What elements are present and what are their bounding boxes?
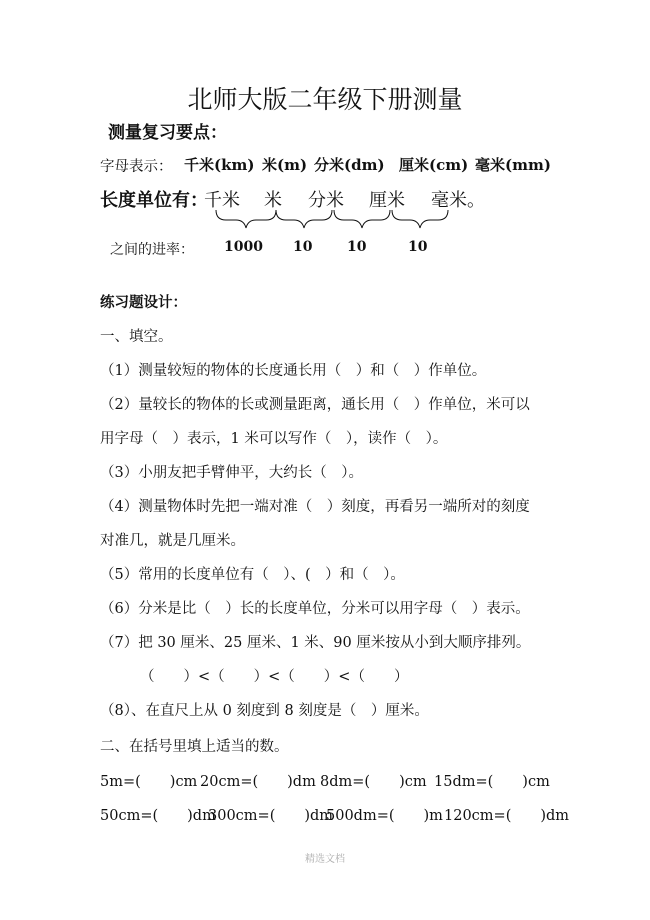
length-unit-cm: 厘米 xyxy=(369,190,405,211)
section1-heading: 一、填空。 xyxy=(100,329,173,345)
conversion-2-2: 300cm=( )dm xyxy=(208,808,334,824)
page-title: 北师大版二年级下册测量 xyxy=(187,85,463,114)
section2-heading: 二、在括号里填上适当的数。 xyxy=(100,739,289,755)
question-7-blanks: （ ）<（ ）<（ ）<（ ） xyxy=(140,669,409,685)
length-unit-m: 米 xyxy=(264,190,282,211)
rate-dm-cm: 10 xyxy=(347,239,367,255)
length-unit-dm: 分米 xyxy=(308,190,344,211)
question-4b: 对准几，就是几厘米。 xyxy=(100,533,245,549)
brace-km-m xyxy=(216,210,276,228)
letter-unit-mm: 毫米(mm) xyxy=(475,156,551,174)
rates-label: 之间的进率： xyxy=(110,242,194,258)
question-3: （3）小朋友把手臂伸平，大约长（ ）。 xyxy=(100,465,363,481)
length-unit-mm: 毫米。 xyxy=(431,190,485,211)
question-2a: （2）量较长的物体的长或测量距离，通长用（ ）作单位，米可以 xyxy=(100,397,530,413)
brace-cm-mm xyxy=(392,210,448,228)
brace-m-dm xyxy=(276,210,332,228)
length-units-label: 长度单位有： xyxy=(100,190,208,211)
conversion-1-4: 15dm=( )cm xyxy=(434,774,550,790)
question-1: （1）测量较短的物体的长度通长用（ ）和（ ）作单位。 xyxy=(100,363,487,379)
exercise-heading: 练习题设计： xyxy=(100,294,187,311)
conversion-1-2: 20cm=( )dm xyxy=(200,774,316,790)
rate-m-dm: 10 xyxy=(293,239,313,255)
length-unit-km: 千米 xyxy=(204,190,240,211)
question-5: （5）常用的长度单位有（ ）、( ）和（ ）。 xyxy=(100,567,405,583)
letters-label: 字母表示： xyxy=(100,159,173,175)
conversion-2-1: 50cm=( )dm xyxy=(100,808,216,824)
question-8: （8）、在直尺上从 0 刻度到 8 刻度是（ ）厘米。 xyxy=(100,703,429,719)
conversion-1-3: 8dm=( )cm xyxy=(320,774,427,790)
footer-watermark: 精选文档 xyxy=(305,854,345,865)
brace-dm-cm xyxy=(334,210,390,228)
question-6: （6）分米是比（ ）长的长度单位，分米可以用字母（ ）表示。 xyxy=(100,601,530,617)
review-heading: 测量复习要点： xyxy=(108,123,227,143)
question-2b: 用字母（ ）表示，1 米可以写作（ ），读作（ ）。 xyxy=(100,431,448,447)
question-7: （7）把 30 厘米、25 厘米、1 米、90 厘米按从小到大顺序排列。 xyxy=(100,635,531,651)
rate-km-m: 1000 xyxy=(224,239,263,255)
conversion-2-4: 120cm=( )dm xyxy=(444,808,570,824)
rate-cm-mm: 10 xyxy=(408,239,428,255)
letter-unit-m: 米(m) xyxy=(262,156,308,174)
letter-unit-km: 千米(km) xyxy=(184,156,255,174)
letter-unit-cm: 厘米(cm) xyxy=(399,156,469,174)
letter-unit-dm: 分米(dm) xyxy=(314,156,385,174)
conversion-1-1: 5m=( )cm xyxy=(100,774,198,790)
question-4a: （4）测量物体时先把一端对准（ ）刻度，再看另一端所对的刻度 xyxy=(100,499,530,515)
conversion-2-3: 500dm=( )m xyxy=(326,808,443,824)
